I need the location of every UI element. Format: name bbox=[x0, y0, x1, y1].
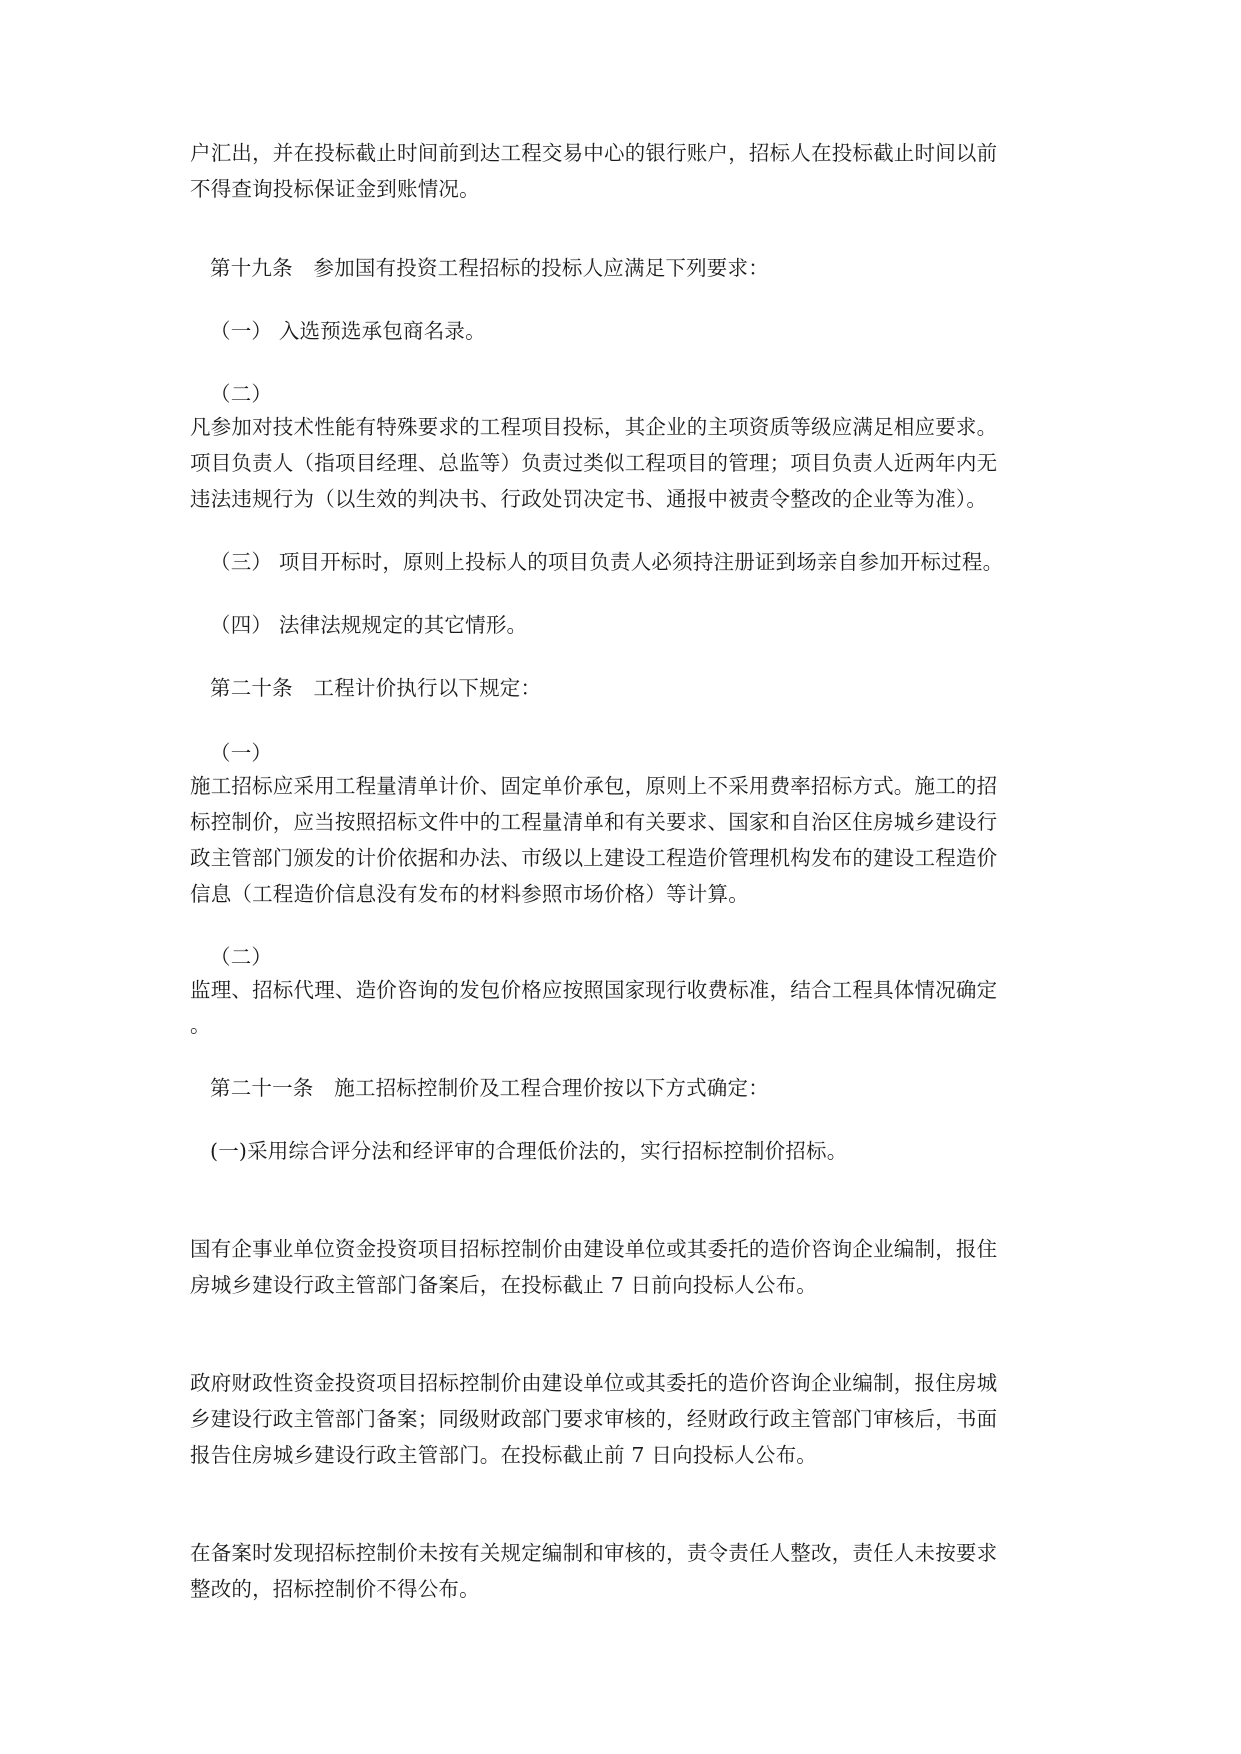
text-line: 房城乡建设行政主管部门备案后，在投标截止 7 日前向投标人公布。 bbox=[190, 1273, 817, 1297]
list-item-number: （二） bbox=[210, 945, 273, 969]
text-line: 不得查询投标保证金到账情况。 bbox=[190, 177, 480, 201]
article-21-heading: 第二十一条 施工招标控制价及工程合理价按以下方式确定： bbox=[210, 1076, 769, 1100]
text-line: 乡建设行政主管部门备案；同级财政部门要求审核的，经财政行政主管部门审核后，书面 bbox=[190, 1407, 998, 1431]
article-19-heading: 第十九条 参加国有投资工程招标的投标人应满足下列要求： bbox=[210, 256, 769, 280]
text-line: 国有企事业单位资金投资项目招标控制价由建设单位或其委托的造价咨询企业编制，报住 bbox=[190, 1237, 998, 1261]
text-line: 监理、招标代理、造价咨询的发包价格应按照国家现行收费标准，结合工程具体情况确定 bbox=[190, 978, 998, 1002]
text-line: 项目负责人（指项目经理、总监等）负责过类似工程项目的管理；项目负责人近两年内无 bbox=[190, 451, 998, 475]
text-line: 违法违规行为（以生效的判决书、行政处罚决定书、通报中被责令整改的企业等为准）。 bbox=[190, 487, 988, 511]
text-line: 户汇出，并在投标截止时间前到达工程交易中心的银行账户，招标人在投标截止时间以前 bbox=[190, 141, 998, 165]
text-line: 政主管部门颁发的计价依据和办法、市级以上建设工程造价管理机构发布的建设工程造价 bbox=[190, 846, 998, 870]
text-line: 报告住房城乡建设行政主管部门。在投标截止前 7 日向投标人公布。 bbox=[190, 1443, 817, 1467]
list-item: （三） 项目开标时，原则上投标人的项目负责人必须持注册证到场亲自参加开标过程。 bbox=[210, 550, 1004, 574]
list-item: (一)采用综合评分法和经评审的合理低价法的，实行招标控制价招标。 bbox=[210, 1139, 848, 1163]
text-line: 标控制价，应当按照招标文件中的工程量清单和有关要求、国家和自治区住房城乡建设行 bbox=[190, 810, 998, 834]
text-line: 施工招标应采用工程量清单计价、固定单价承包，原则上不采用费率招标方式。施工的招 bbox=[190, 774, 998, 798]
text-line: 凡参加对技术性能有特殊要求的工程项目投标，其企业的主项资质等级应满足相应要求。 bbox=[190, 415, 998, 439]
text-line: 在备案时发现招标控制价未按有关规定编制和审核的，责令责任人整改，责任人未按要求 bbox=[190, 1541, 998, 1565]
text-line: 整改的，招标控制价不得公布。 bbox=[190, 1577, 480, 1601]
list-item: （四） 法律法规规定的其它情形。 bbox=[210, 613, 528, 637]
article-20-heading: 第二十条 工程计价执行以下规定： bbox=[210, 676, 542, 700]
list-item-number: （一） bbox=[210, 741, 273, 765]
text-line: 信息（工程造价信息没有发布的材料参照市场价格）等计算。 bbox=[190, 882, 749, 906]
text-line: 。 bbox=[190, 1013, 211, 1037]
list-item: （一） 入选预选承包商名录。 bbox=[210, 319, 486, 343]
text-line: 政府财政性资金投资项目招标控制价由建设单位或其委托的造价咨询企业编制，报住房城 bbox=[190, 1371, 998, 1395]
list-item-number: （二） bbox=[210, 382, 273, 406]
